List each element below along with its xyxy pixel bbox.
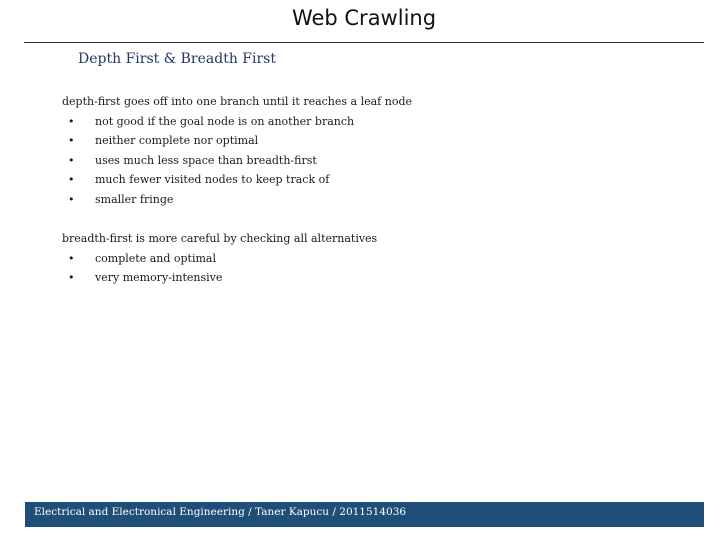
list-item — [62, 249, 662, 269]
bullet-text: smaller fringe — [95, 192, 174, 206]
list-item — [62, 190, 662, 210]
bullet-text: neither complete nor optimal — [95, 134, 259, 148]
bullet-icon: • — [68, 173, 75, 187]
slide-content — [62, 92, 662, 288]
list-item — [62, 112, 662, 132]
depth-first-lead: depth-first goes off into one branch until it reaches a leaf node — [62, 95, 413, 108]
list-item — [62, 268, 662, 288]
slide-title: Web Crawling — [291, 6, 437, 30]
bullet-icon: • — [68, 251, 75, 265]
footer-bar — [25, 502, 704, 527]
slide-subtitle: Depth First & Breadth First — [78, 51, 276, 67]
breadth-first-bullets — [62, 249, 662, 288]
bullet-text: uses much less space than breadth-first — [95, 153, 317, 167]
bullet-icon: • — [68, 114, 75, 128]
bullet-text: not good if the goal node is on another branch — [95, 114, 355, 128]
bullet-icon: • — [68, 192, 75, 206]
bullet-icon: • — [68, 271, 75, 285]
bullet-text: very memory-intensive — [95, 271, 223, 285]
bullet-text: complete and optimal — [95, 251, 216, 265]
depth-first-bullets — [62, 112, 662, 210]
list-item — [62, 131, 662, 151]
footer-text: Electrical and Electronical Engineering / Taner Kapucu / 2011514036 — [34, 506, 407, 518]
section-spacer — [62, 210, 662, 230]
bullet-icon: • — [68, 134, 75, 148]
breadth-first-lead: breadth-first is more careful by checking all alternatives — [62, 232, 378, 246]
bullet-icon: • — [68, 153, 75, 167]
bullet-text: much fewer visited nodes to keep track of — [95, 173, 330, 187]
list-item — [62, 151, 662, 171]
title-divider — [24, 42, 704, 43]
list-item — [62, 170, 662, 190]
